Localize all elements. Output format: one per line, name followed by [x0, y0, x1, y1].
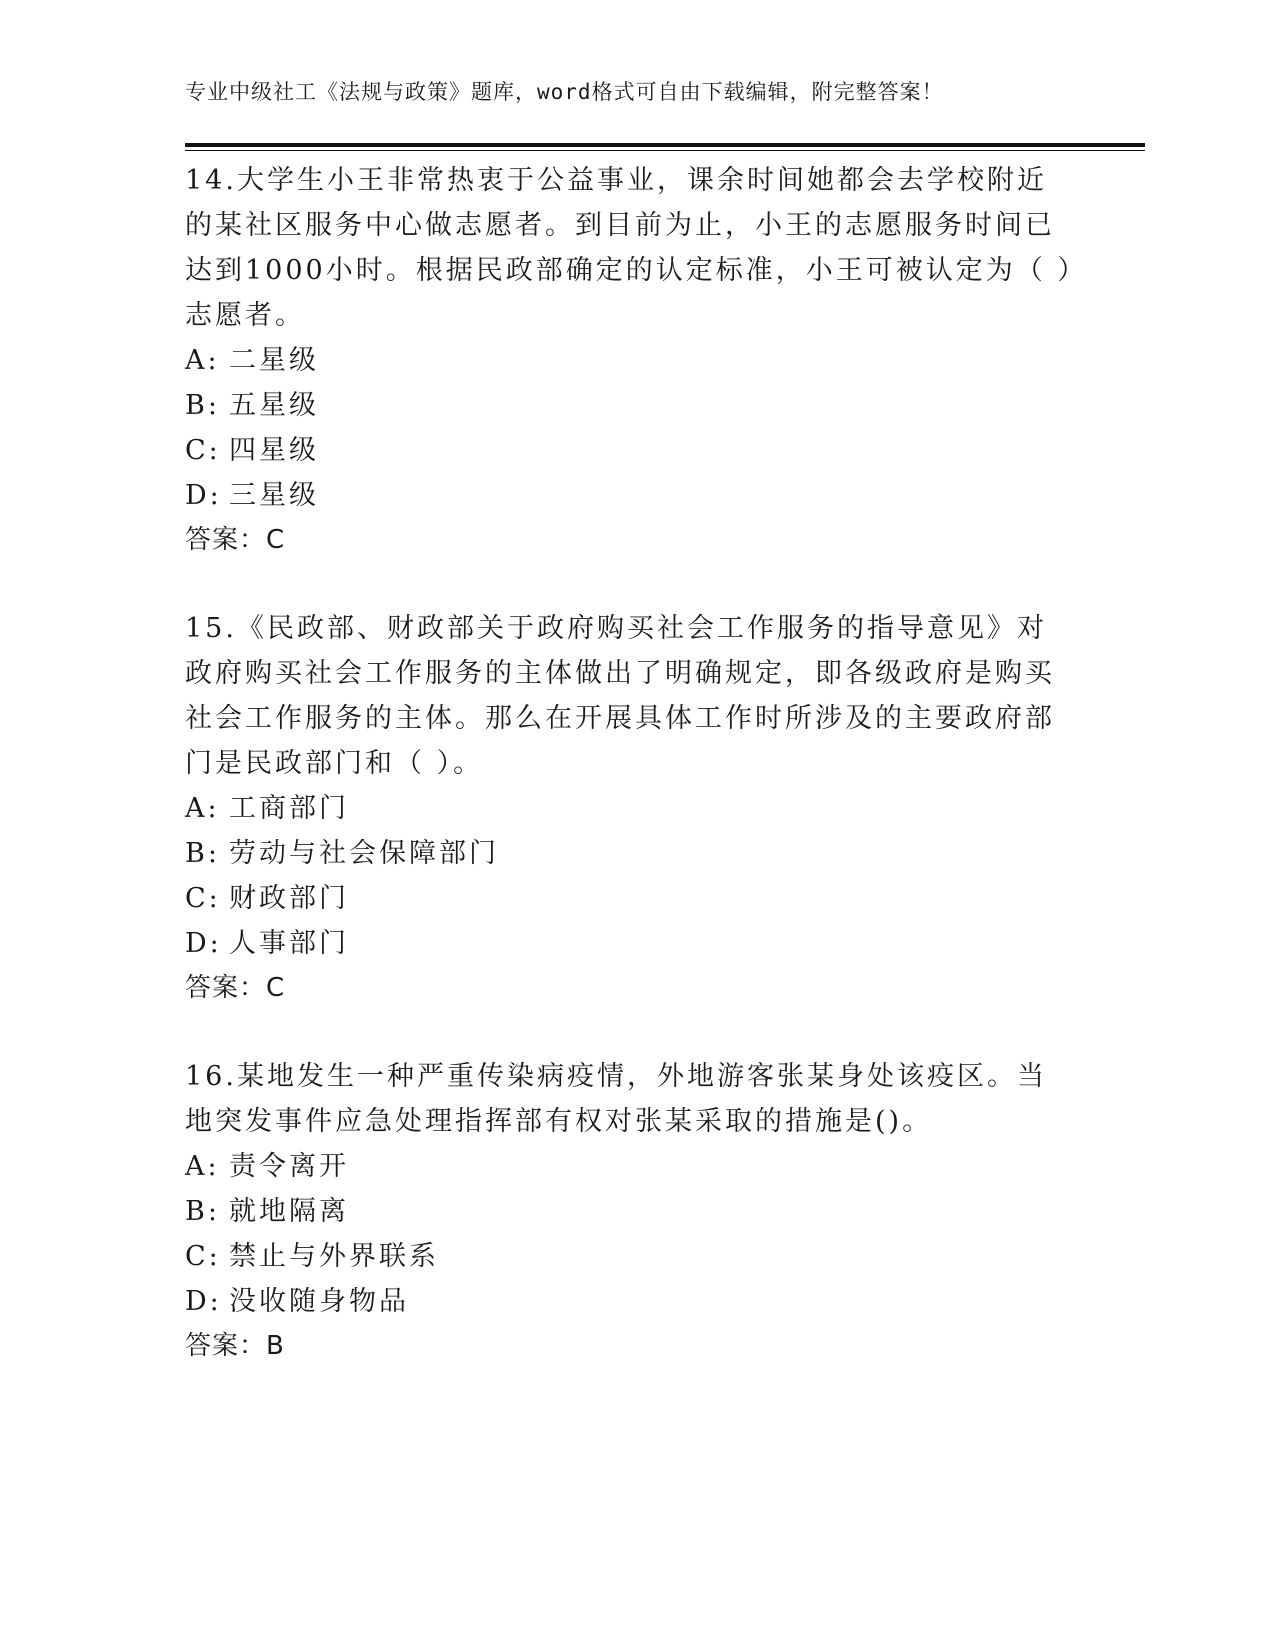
question-spacer [185, 1011, 1075, 1054]
option-c [185, 1234, 1075, 1279]
option-key: A: [185, 793, 220, 824]
question-spacer [185, 563, 1075, 606]
question-16 [185, 1054, 1075, 1369]
option-text: 没收随身物品 [229, 1286, 409, 1317]
question-text: 16.某地发生一种严重传染病疫情，外地游客张某身处该疫区。当地突发事件应急处理指挥部有权对张某采取的措施是()。 [185, 1061, 1047, 1137]
option-a [185, 338, 1075, 383]
option-text: 三星级 [229, 480, 319, 511]
option-text: 财政部门 [229, 883, 349, 914]
option-key: C: [185, 435, 221, 466]
question-list [185, 158, 1075, 1369]
option-b [185, 1189, 1075, 1234]
option-text: 五星级 [229, 390, 319, 421]
option-b [185, 831, 1075, 876]
option-text: 就地隔离 [229, 1196, 349, 1227]
option-key: A: [185, 345, 220, 376]
option-text: 劳动与社会保障部门 [229, 838, 499, 869]
question-15 [185, 606, 1075, 1011]
option-key: D: [185, 1286, 222, 1317]
option-c [185, 428, 1075, 473]
option-text: 二星级 [229, 345, 319, 376]
header-rule-thick [185, 143, 1145, 147]
question-text: 15.《民政部、财政部关于政府购买社会工作服务的指导意见》对政府购买社会工作服务的主体做出了明确规定，即各级政府是购买社会工作服务的主体。那么在开展具体工作时所涉及的主要政府部门是民政部门和（ ）。 [185, 613, 1055, 779]
page-header: 专业中级社工《法规与政策》题库，word格式可自由下载编辑，附完整答案！ [185, 80, 944, 104]
answer: 答案：B [185, 1331, 285, 1361]
option-text: 人事部门 [229, 928, 349, 959]
option-d [185, 921, 1075, 966]
option-d [185, 473, 1075, 518]
option-key: D: [185, 480, 222, 511]
question-14 [185, 158, 1075, 563]
answer: 答案：C [185, 973, 286, 1003]
option-text: 责令离开 [229, 1151, 349, 1182]
option-key: D: [185, 928, 222, 959]
option-d [185, 1279, 1075, 1324]
option-text: 禁止与外界联系 [229, 1241, 439, 1272]
question-text: 14.大学生小王非常热衷于公益事业，课余时间她都会去学校附近的某社区服务中心做志愿者。到目前为止，小王的志愿服务时间已达到1000小时。根据民政部确定的认定标准，小王可被认定为（ ）志愿者。 [185, 165, 1074, 331]
option-c [185, 876, 1075, 921]
option-key: C: [185, 1241, 221, 1272]
option-key: C: [185, 883, 221, 914]
header-rule-thin [185, 150, 1145, 151]
option-key: B: [185, 390, 220, 421]
option-key: B: [185, 838, 220, 869]
option-text: 四星级 [229, 435, 319, 466]
option-key: B: [185, 1196, 220, 1227]
option-a [185, 1144, 1075, 1189]
option-text: 工商部门 [229, 793, 349, 824]
option-b [185, 383, 1075, 428]
option-key: A: [185, 1151, 220, 1182]
option-a [185, 786, 1075, 831]
answer: 答案：C [185, 525, 286, 555]
